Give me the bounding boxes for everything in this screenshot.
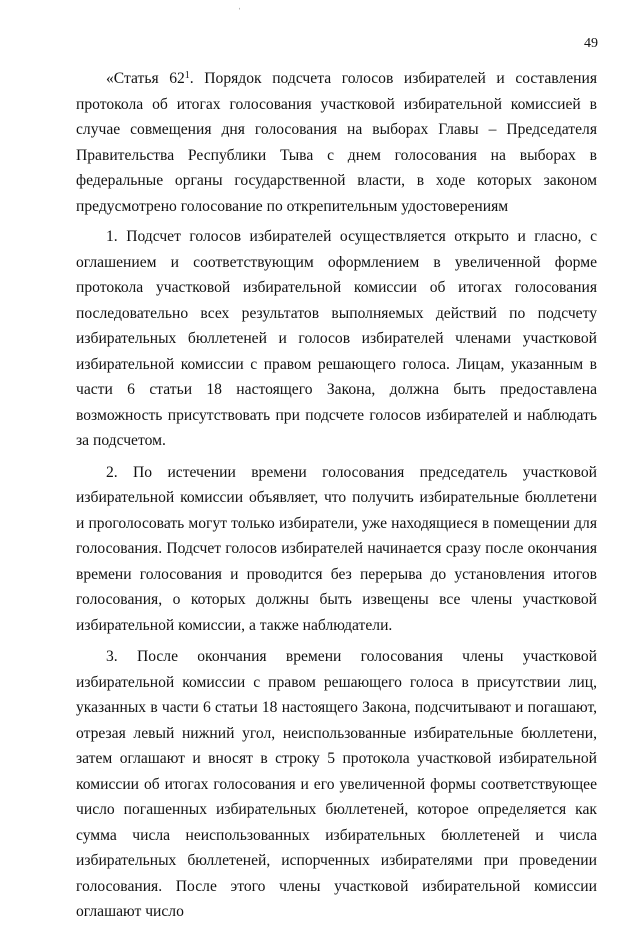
article-heading-prefix: «Статья 62 <box>106 70 185 87</box>
article-number-superscript: 1 <box>184 70 190 81</box>
article-heading-title: . Порядок подсчета голосов избирателей и составления протокола об итогах голосования участковой избирательной комиссией в случае совмещения дня голосования на выборах Главы – Председателя Правительства Республики Тыва с днем голосования на выборах в федеральные органы государственной власти, в ходе которых законом предусмотрено голосование по открепительным удостоверениям <box>76 70 597 215</box>
paragraph-2: 2. По истечении времени голосования председатель участковой избирательной комиссии объявляет, что получить избирательные бюллетени и проголосовать могут только избиратели, уже находящиеся в помещении для голосования. Подсчет голосов избирателей начинается сразу после окончания времени голосования и проводится без перерыва до установления итогов голосования, о которых должны быть извещены все члены участковой избирательной комиссии, а также наблюдатели. <box>76 463 597 634</box>
scan-mark: ˌ <box>238 0 242 10</box>
paragraph-3: 3. После окончания времени голосования члены участковой избирательной комиссии с правом решающего голоса в присутствии лиц, указанных в части 6 статьи 18 настоящего Закона, подсчитывают и погашают, отрезая левый нижний угол, неиспользованные избирательные бюллетени, затем оглашают и вносят в строку 5 протокола участковой избирательной комиссии об итогах голосования и его увеличенной формы соответствующее число погашенных избирательных бюллетеней, которое определяется как сумма числа неиспользованных избирательных бюллетеней и числа избирательных бюллетеней, испорченных избирателями при проведении голосования. После этого члены участковой избирательной комиссии оглашают число <box>76 648 597 920</box>
page-number: 49 <box>584 36 598 51</box>
article-text <box>76 66 597 929</box>
article-heading <box>76 66 597 219</box>
paragraph-1: 1. Подсчет голосов избирателей осуществляется открыто и гласно, с оглашением и соответствующим оформлением в увеличенной форме протокола участковой избирательной комиссии об итогах голосования последовательно всех результатов выполняемых действий по подсчету избирательных бюллетеней и голосов избирателей членами участковой избирательной комиссии с правом решающего голоса. Лицам, указанным в части 6 статьи 18 настоящего Закона, должна быть предоставлена возможность присутствовать при подсчете голосов избирателей и наблюдать за подсчетом. <box>76 228 597 449</box>
